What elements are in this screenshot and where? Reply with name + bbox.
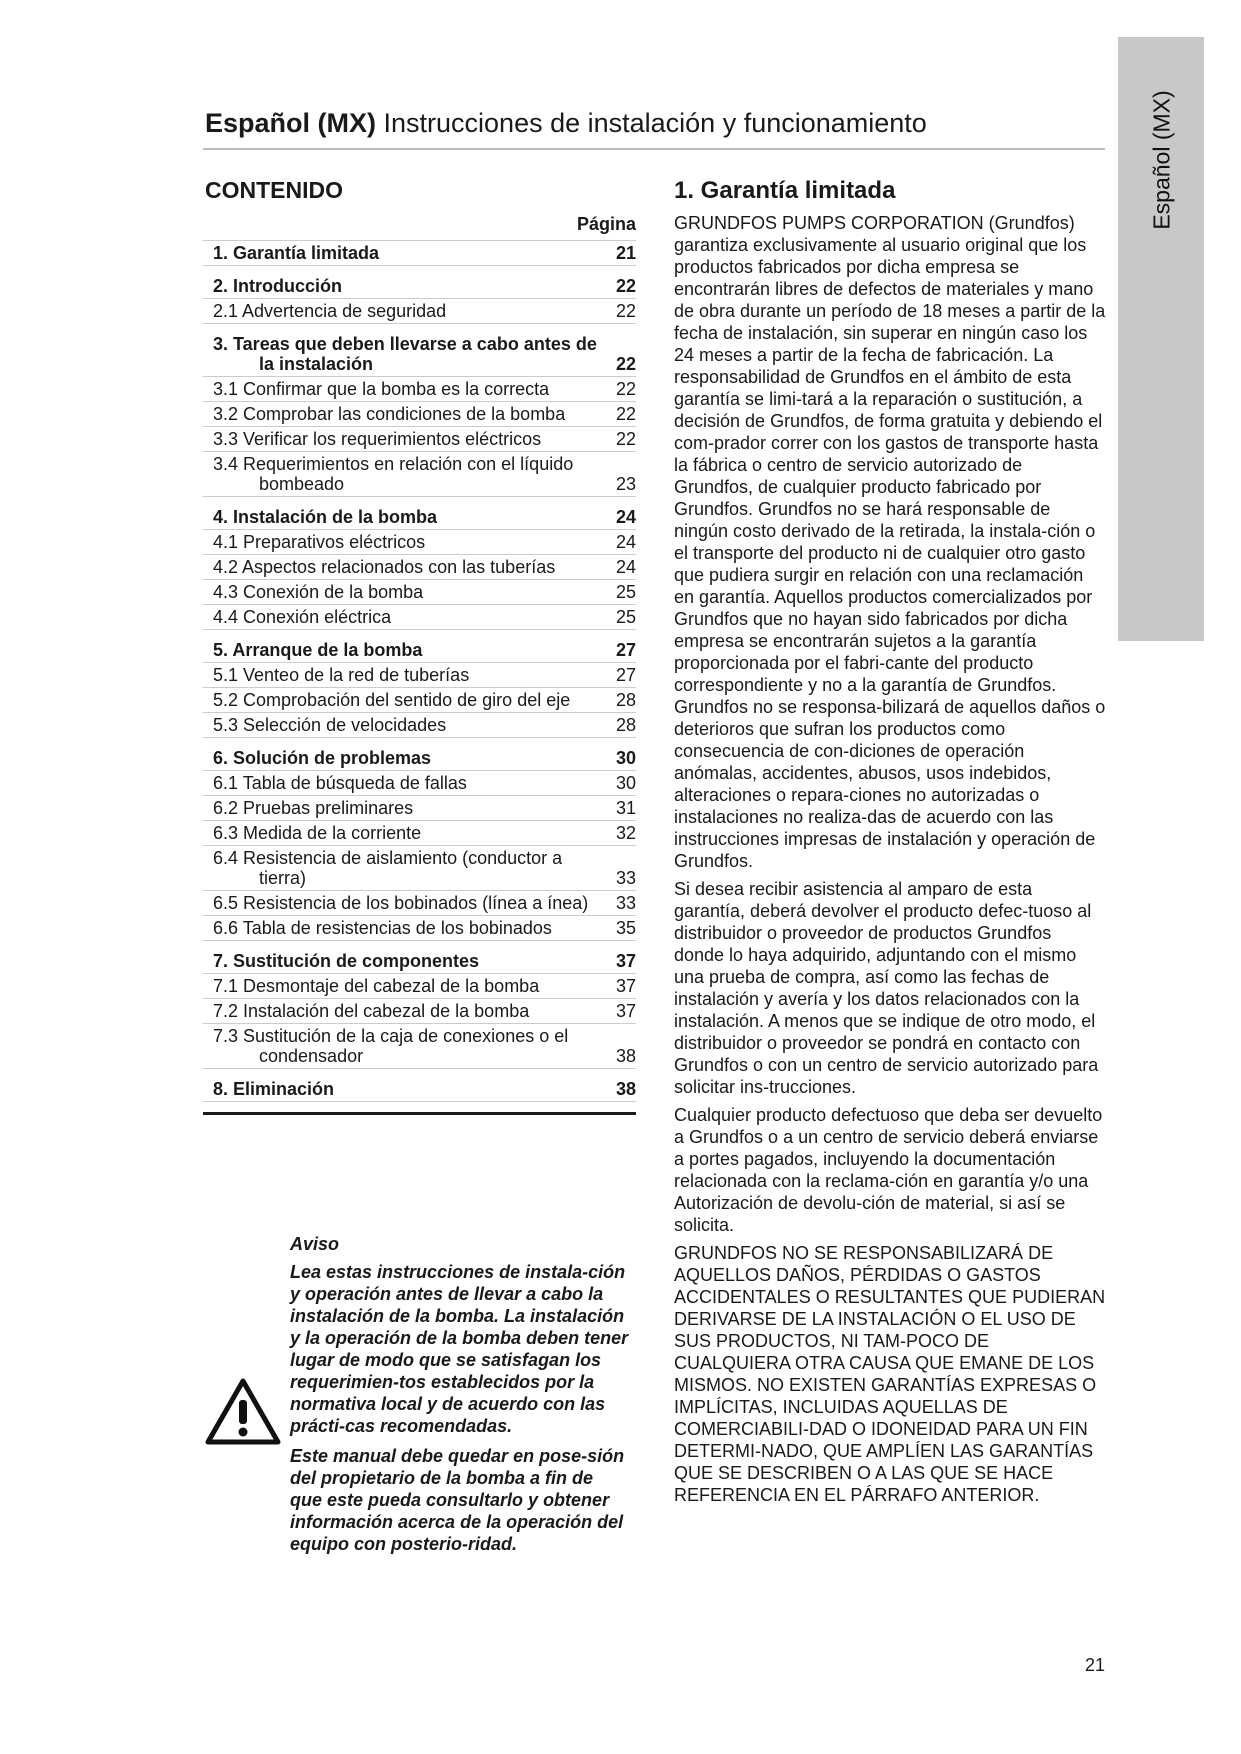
toc-entry-page: 30 (615, 773, 636, 793)
toc-entry[interactable] (203, 713, 636, 738)
toc-entry-text: 1. Garantía limitada (213, 243, 380, 263)
toc-entry-page: 33 (615, 868, 636, 888)
toc-entry[interactable] (203, 688, 636, 713)
toc-entry[interactable] (203, 949, 636, 974)
toc-entry-page: 22 (615, 404, 636, 424)
toc-entry[interactable] (203, 605, 636, 630)
toc-entry-text: 6. Solución de problemas (213, 748, 432, 768)
toc-entry-text: 5. Arranque de la bomba (213, 640, 423, 660)
toc-entry[interactable] (203, 274, 636, 299)
toc-entry-page: 31 (615, 798, 636, 818)
toc-entry-page: 37 (615, 976, 636, 996)
toc-entry-text: 6.1 Tabla de búsqueda de fallas (213, 773, 467, 793)
toc-entry-page: 27 (615, 665, 636, 685)
toc-entry[interactable] (203, 402, 636, 427)
toc-entry[interactable] (203, 241, 636, 266)
toc-entry[interactable] (203, 505, 636, 530)
page-header (205, 108, 1105, 139)
toc-entry-text: 4.2 Aspectos relacionados con las tuberías (213, 557, 556, 577)
toc-entry[interactable] (203, 377, 636, 402)
toc-entry[interactable] (203, 746, 636, 771)
toc-entry-page: 33 (615, 893, 636, 913)
toc-entry-text: 3.1 Confirmar que la bomba es la correcta (213, 379, 550, 399)
toc-entry-page: 25 (615, 607, 636, 627)
table-of-contents (203, 240, 636, 1102)
toc-entry-page: 21 (615, 243, 636, 263)
toc-title: CONTENIDO (205, 177, 343, 203)
toc-entry[interactable] (203, 555, 636, 580)
toc-entry-text: 2. Introducción (213, 276, 343, 296)
toc-entry-text: 7. Sustitución de componentes (213, 951, 480, 971)
toc-page-header: Página (576, 214, 636, 234)
toc-entry-page: 28 (615, 690, 636, 710)
warning-icon (205, 1378, 281, 1446)
toc-entry-page: 23 (615, 474, 636, 494)
toc-entry-page: 38 (615, 1079, 636, 1099)
toc-bottom-rule (203, 1112, 636, 1115)
toc-entry-page: 28 (615, 715, 636, 735)
toc-entry-page: 32 (615, 823, 636, 843)
notice-paragraph: Lea estas instrucciones de instala-ción y operación antes de llevar a cabo la instalación de la bomba. La instalación y la operación de la bomba deben tener lugar de modo que se satisfagan los requerimien-tos establecidos por la normativa local y de acuerdo con las prácti-cas recomendadas. (290, 1262, 629, 1436)
toc-entry-text: 3. Tareas que deben llevarse a cabo antes de la instalación (213, 334, 597, 374)
toc-entry[interactable] (203, 530, 636, 555)
toc-entry[interactable] (203, 663, 636, 688)
toc-entry-page: 38 (615, 1046, 636, 1066)
toc-entry[interactable] (203, 974, 636, 999)
toc-entry[interactable] (203, 821, 636, 846)
toc-entry-page: 27 (615, 640, 636, 660)
toc-entry-text: 4.4 Conexión eléctrica (213, 607, 392, 627)
toc-entry[interactable] (203, 1077, 636, 1102)
warranty-title: 1. Garantía limitada (674, 177, 896, 204)
toc-entry[interactable] (203, 638, 636, 663)
toc-entry[interactable] (203, 427, 636, 452)
toc-entry-page: 24 (615, 507, 636, 527)
toc-entry-text: 8. Eliminación (213, 1079, 335, 1099)
toc-entry-text: 2.1 Advertencia de seguridad (213, 301, 447, 321)
notice-title: Aviso (290, 1234, 340, 1254)
toc-entry-page: 22 (615, 379, 636, 399)
safety-notice (290, 1233, 630, 1563)
toc-entry-text: 6.2 Pruebas preliminares (213, 798, 414, 818)
toc-entry-text: 6.3 Medida de la corriente (213, 823, 422, 843)
warranty-paragraph: GRUNDFOS NO SE RESPONSABILIZARÁ DE AQUELLOS DAÑOS, PÉRDIDAS O GASTOS ACCIDENTALES O RESULTANTES QUE PUDIERAN DERIVARSE DE LA INSTALACIÓN O EL USO DE SUS PRODUCTOS, NI TAM-POCO DE CUALQUIERA OTRA CAUSA QUE EMANE DE LOS MISMOS. NO EXISTEN GARANTÍAS EXPRESAS O IMPLÍCITAS, INCLUIDAS AQUELLAS DE COMERCIABILI-DAD O IDONEIDAD PARA UN FIN DETERMI-NADO, QUE AMPLÍEN LAS GARANTÍAS QUE SE DESCRIBEN O A LAS QUE SE HACE REFERENCIA EN EL PÁRRAFO ANTERIOR. (674, 1243, 1106, 1505)
warranty-paragraph: Cualquier producto defectuoso que deba ser devuelto a Grundfos o a un centro de servicio deberá enviarse a portes pagados, incluyendo la documentación relacionada con la reclama-ción en garantía y/o una Autorización de devolu-ción de material, si así se solicita. (674, 1105, 1103, 1235)
header-title-bold: Español (MX) (205, 108, 377, 138)
toc-entry-text: 4.3 Conexión de la bomba (213, 582, 424, 602)
toc-entry-page: 22 (615, 429, 636, 449)
toc-entry[interactable] (203, 1024, 636, 1069)
toc-entry-page: 24 (615, 532, 636, 552)
toc-entry-page: 25 (615, 582, 636, 602)
side-tab-label: Español (MX) (1148, 90, 1175, 230)
toc-entry-text: 5.2 Comprobación del sentido de giro del eje (213, 690, 571, 710)
toc-entry-page: 22 (615, 354, 636, 374)
warranty-paragraph: Si desea recibir asistencia al amparo de esta garantía, deberá devolver el producto defec-tuoso al distribuidor o proveedor de productos Grundfos donde lo haya adquirido, adjuntando con el mismo una prueba de compra, así como las fechas de instalación y avería y los datos relacionados con la instalación. A menos que se indique de otro modo, el distribuidor o proveedor se pondrá en contacto con Grundfos o con un centro de servicio autorizado para solicitar ins-trucciones. (674, 879, 1099, 1097)
toc-entry-page: 35 (615, 918, 636, 938)
toc-entry-page: 22 (615, 276, 636, 296)
header-title-rest: Instrucciones de instalación y funcionamiento (376, 108, 927, 138)
page-number: 21 (1084, 1655, 1105, 1675)
toc-entry[interactable] (203, 916, 636, 941)
toc-entry-page: 30 (615, 748, 636, 768)
toc-entry[interactable] (203, 796, 636, 821)
toc-entry[interactable] (203, 332, 636, 377)
toc-entry-text: 6.4 Resistencia de aislamiento (conductor a tierra) (213, 848, 563, 888)
header-divider (203, 148, 1105, 150)
toc-entry-text: 3.2 Comprobar las condiciones de la bomba (213, 404, 566, 424)
toc-entry-page: 22 (615, 301, 636, 321)
notice-paragraph: Este manual debe quedar en pose-sión del propietario de la bomba a fin de que este pueda consultarlo y obtener información acerca de la operación del equipo con posterio-ridad. (290, 1446, 625, 1554)
toc-entry-text: 7.1 Desmontaje del cabezal de la bomba (213, 976, 540, 996)
toc-entry-text: 4. Instalación de la bomba (213, 507, 438, 527)
toc-entry[interactable] (203, 771, 636, 796)
toc-entry-page: 37 (615, 1001, 636, 1021)
toc-entry[interactable] (203, 580, 636, 605)
toc-entry-text: 5.1 Venteo de la red de tuberías (213, 665, 470, 685)
toc-entry[interactable] (203, 891, 636, 916)
toc-entry[interactable] (203, 299, 636, 324)
toc-entry[interactable] (203, 846, 636, 891)
warranty-section (674, 177, 1106, 1512)
toc-entry-text: 6.5 Resistencia de los bobinados (línea a ínea) (213, 893, 589, 913)
toc-entry-text: 6.6 Tabla de resistencias de los bobinados (213, 918, 552, 938)
toc-entry-text: 3.4 Requerimientos en relación con el líquido bombeado (213, 454, 574, 494)
toc-entry-text: 7.2 Instalación del cabezal de la bomba (213, 1001, 530, 1021)
toc-entry-page: 24 (615, 557, 636, 577)
toc-entry-text: 5.3 Selección de velocidades (213, 715, 447, 735)
toc-entry[interactable] (203, 999, 636, 1024)
toc-entry-text: 7.3 Sustitución de la caja de conexiones o el condensador (213, 1026, 569, 1066)
toc-entry[interactable] (203, 452, 636, 497)
warranty-paragraph: GRUNDFOS PUMPS CORPORATION (Grundfos) garantiza exclusivamente al usuario original que los productos fabricados por dicha empresa se encontrarán libres de defectos de materiales y mano de obra durante un período de 18 meses a partir de la fecha de instalación, sin superar en ningún caso los 24 meses a partir de la fecha de fabricación. La responsabilidad de Grundfos en el ámbito de esta garantía se limi-tará a la reparación o sustitución, a decisión de Grundfos, de forma gratuita y debiendo el com-prador correr con los gastos de transporte hasta la fábrica o centro de servicio autorizado de Grundfos, de cualquier producto fabricado por Grundfos. Grundfos no se hará responsable de ningún costo derivado de la retirada, la instala-ción o el transporte del producto ni de cualquier otro gasto que pudiera surgir en relación con una reclamación en garantía. Aquellos productos comercializados por Grundfos que no hayan sido fabricados por dicha empresa se encontrarán sujetos a la garantía proporcionada por el fabri-cante del producto correspondiente y no a la garantía de Grundfos. Grundfos no se responsa-bilizará de aquellos daños o deterioros que sufran los productos como consecuencia de con-diciones de operación anómalas, accidentes, abusos, usos indebidos, alteraciones o repara-ciones no autorizadas o instalaciones no realiza-das de acuerdo con las instrucciones impresas de instalación y operación de Grundfos. (674, 213, 1106, 871)
toc-entry-text: 3.3 Verificar los requerimientos eléctricos (213, 429, 542, 449)
toc-entry-text: 4.1 Preparativos eléctricos (213, 532, 426, 552)
toc-entry-page: 37 (615, 951, 636, 971)
